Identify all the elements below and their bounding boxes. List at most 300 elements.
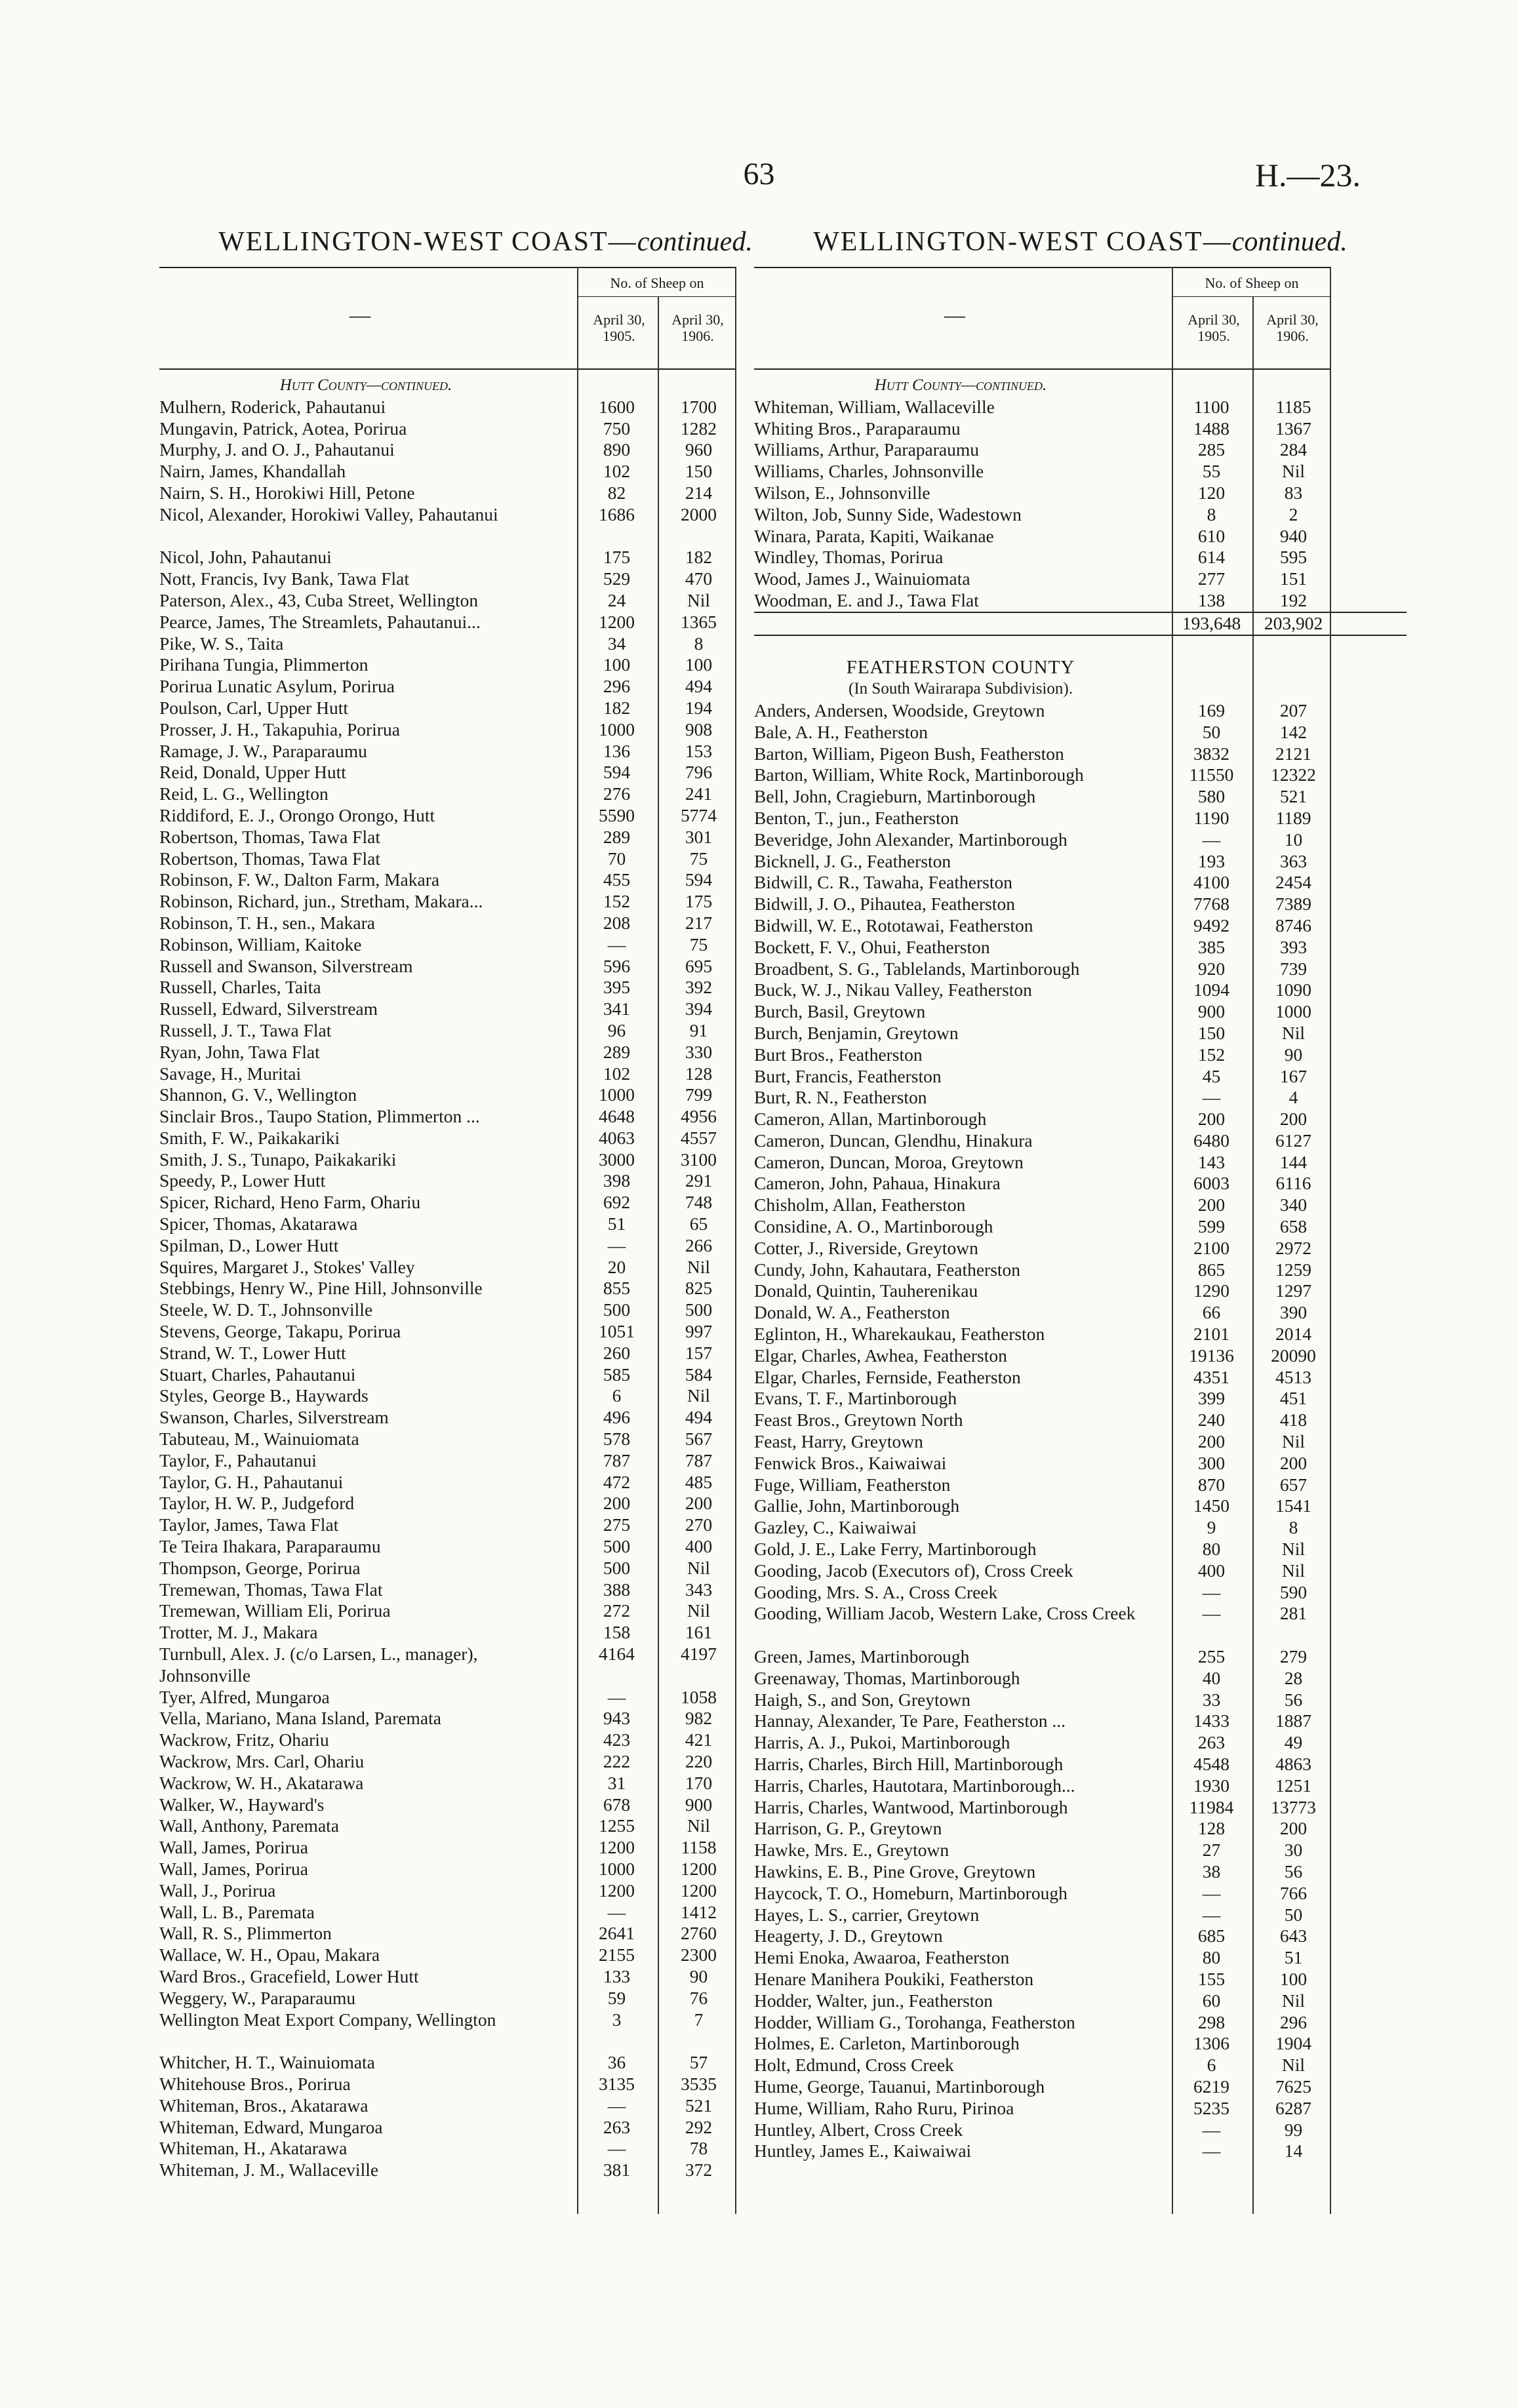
sheep-1906: Nil	[1281, 1431, 1306, 1452]
section-heading: Hutt County—continued.	[874, 376, 1047, 394]
sheep-1906: 4	[1288, 1087, 1298, 1108]
table-row	[159, 1729, 812, 1751]
sheep-1906: 153	[685, 740, 713, 761]
owner-name: Russell and Swanson, Silverstream	[159, 955, 413, 976]
owner-name: Benton, T., jun., Featherston	[754, 807, 959, 828]
owner-name: Chisholm, Allan, Featherston	[754, 1194, 966, 1215]
sheep-1906: 241	[685, 783, 713, 804]
sheep-1905: —	[607, 2095, 626, 2116]
owner-name: Anders, Andersen, Woodside, Greytown	[754, 700, 1045, 720]
sheep-1906: Nil	[687, 1815, 711, 1836]
sheep-1906: 500	[685, 1299, 713, 1320]
table-row	[754, 1710, 1407, 1732]
sheep-1905: —	[1202, 1087, 1221, 1108]
owner-name: Whiteman, H., Akatarawa	[159, 2138, 348, 2159]
sheep-1905: 610	[1197, 525, 1226, 546]
sheep-1905: 1290	[1193, 1280, 1229, 1301]
sheep-1905: 1200	[599, 1837, 635, 1858]
owner-name: Burt, Francis, Featherston	[754, 1065, 942, 1086]
owner-name: Tyer, Alfred, Mungaroa	[159, 1686, 330, 1707]
table-row	[159, 1794, 812, 1816]
sheep-1906: 12322	[1271, 764, 1316, 785]
table-row	[159, 461, 812, 483]
owner-name: Wall, Anthony, Paremata	[159, 1815, 339, 1836]
sheep-1905: 33	[1202, 1689, 1221, 1710]
owner-name: Te Teira Ihakara, Paraparaumu	[159, 1536, 381, 1557]
table-row	[159, 1988, 812, 2009]
sheep-1905: 3832	[1193, 743, 1229, 764]
sheep-1905: 3135	[599, 2073, 635, 2094]
sheep-1905: 51	[607, 1214, 626, 1234]
sheep-1905: 200	[1197, 1431, 1226, 1452]
table-row	[754, 1238, 1407, 1259]
sheep-1906: 214	[685, 482, 713, 503]
sheep-1905: 5590	[599, 804, 635, 825]
owner-name: Harris, Charles, Birch Hill, Martinborough	[754, 1754, 1064, 1774]
sheep-1905: 1100	[1193, 396, 1229, 417]
sheep-1906: 1090	[1275, 979, 1311, 1000]
table-row	[754, 568, 1407, 590]
sheep-1905: 298	[1197, 2011, 1226, 2032]
sheep-1905: 102	[603, 461, 631, 482]
table-row	[159, 741, 812, 762]
sheep-1906: 220	[685, 1751, 713, 1771]
sheep-1906: 1367	[1275, 418, 1311, 439]
sheep-1906: 418	[1279, 1410, 1308, 1431]
total-1905: 193,648	[1182, 612, 1241, 633]
owner-name: Buck, W. J., Nikau Valley, Featherston	[754, 979, 1032, 1000]
sheep-1905: 4164	[599, 1644, 635, 1665]
sheep-1905: 200	[1197, 1194, 1226, 1215]
sheep-1906: 13773	[1271, 1796, 1316, 1817]
table-row	[159, 1944, 812, 1966]
table-row	[754, 1259, 1407, 1281]
table-row	[754, 915, 1407, 937]
owner-name: Savage, H., Muritai	[159, 1063, 302, 1084]
owner-name: Shannon, G. V., Wellington	[159, 1084, 357, 1105]
sheep-1906: 200	[1279, 1109, 1308, 1130]
sheep-1906: 51	[1284, 1947, 1303, 1968]
table-row	[159, 1214, 812, 1235]
sheep-1905: 4100	[1193, 872, 1229, 893]
owner-name: Bockett, F. V., Ohui, Featherston	[754, 936, 990, 957]
table-row	[754, 590, 1407, 612]
owner-name: Tabuteau, M., Wainuiomata	[159, 1429, 359, 1450]
table-row	[754, 1754, 1407, 1775]
owner-name: Bell, John, Cragieburn, Martinborough	[754, 786, 1036, 807]
sheep-1906: 392	[685, 977, 713, 998]
sheep-1905: 9492	[1193, 915, 1229, 936]
sheep-1906: 900	[685, 1794, 713, 1815]
featherston-subdivision-note: (In South Wairarapa Subdivision).	[849, 680, 1073, 698]
sheep-1905: 1000	[599, 719, 635, 740]
sheep-1906: Nil	[1281, 1022, 1306, 1043]
sheep-1906: 960	[685, 439, 713, 460]
sheep-table-left	[159, 267, 812, 2226]
sheep-1906: 787	[685, 1450, 713, 1470]
sheep-1906: 590	[1279, 1581, 1308, 1602]
sheep-1906: 340	[1279, 1194, 1308, 1215]
owner-name: Squires, Margaret J., Stokes' Valley	[159, 1256, 415, 1277]
sheep-1905: 6219	[1193, 2076, 1229, 2097]
sheep-1906: 296	[1279, 2011, 1308, 2032]
owner-name: Turnbull, Alex. J. (c/o Larsen, L., manager), Johnsonville	[159, 1644, 478, 1686]
sheep-1906: 161	[685, 1622, 713, 1643]
owner-name: Cameron, Allan, Martinborough	[754, 1109, 987, 1130]
sheep-1905: 36	[607, 2052, 626, 2073]
table-row	[754, 1066, 1407, 1088]
document-series-code: H.—23.	[1254, 157, 1361, 193]
sheep-1905: 1255	[599, 1815, 635, 1836]
sheep-1905: 133	[603, 1965, 631, 1986]
sheep-1906: 49	[1284, 1732, 1303, 1753]
sheep-1906: 56	[1284, 1689, 1303, 1710]
table-row	[159, 869, 812, 891]
sheep-1906: Nil	[687, 1600, 711, 1621]
owner-name: Eglinton, H., Wharekaukau, Featherston	[754, 1324, 1045, 1345]
owner-name: Whiteman, J. M., Wallaceville	[159, 2160, 379, 2181]
table-row	[159, 1558, 812, 1579]
sheep-1905: 4063	[599, 1127, 635, 1148]
owner-name: Wall, J., Porirua	[159, 1880, 276, 1901]
owner-name: Holt, Edmund, Cross Creek	[754, 2055, 954, 2076]
sheep-1905: 6480	[1193, 1130, 1229, 1151]
county-total-row	[754, 612, 1407, 636]
sheep-1905: 80	[1202, 1539, 1221, 1560]
sheep-1906: 14	[1284, 2141, 1303, 2161]
owner-name: Smith, J. S., Tunapo, Paikakariki	[159, 1149, 397, 1170]
owner-name: Hawkins, E. B., Pine Grove, Greytown	[754, 1861, 1036, 1882]
table-row	[754, 504, 1407, 526]
table-row	[159, 2009, 812, 2053]
owner-name: Russell, Charles, Taita	[159, 977, 321, 998]
sheep-1906: 594	[685, 869, 713, 890]
table-row	[159, 1149, 812, 1171]
sheep-1905: 2100	[1193, 1237, 1229, 1258]
table-row	[754, 1023, 1407, 1044]
table-row	[754, 2033, 1407, 2055]
owner-name: Taylor, James, Tawa Flat	[159, 1514, 339, 1535]
owner-name: Burch, Benjamin, Greytown	[754, 1022, 959, 1043]
owner-name: Broadbent, S. G., Tablelands, Martinborough	[754, 958, 1080, 979]
sheep-1906: 207	[1279, 700, 1308, 720]
table-row	[159, 977, 812, 998]
sheep-1905: 9	[1207, 1517, 1216, 1538]
sheep-1906: 175	[685, 891, 713, 912]
owner-name: Cameron, John, Pahaua, Hinakura	[754, 1173, 1001, 1194]
owner-name: Mungavin, Patrick, Aotea, Porirua	[159, 418, 407, 439]
sheep-1905: —	[1202, 1882, 1221, 1903]
sheep-1906: 657	[1279, 1474, 1308, 1495]
sheep-1905: 943	[603, 1708, 631, 1729]
sheep-1906: 2972	[1275, 1237, 1311, 1258]
owner-name: Nairn, S. H., Horokiwi Hill, Petone	[159, 482, 415, 503]
owner-name: Nicol, John, Pahautanui	[159, 547, 332, 568]
table-row	[159, 1192, 812, 1214]
sheep-1906: 100	[685, 654, 713, 675]
table-row	[159, 654, 812, 676]
sheep-1905: 136	[603, 740, 631, 761]
sheep-1905: 102	[603, 1063, 631, 1084]
sheep-1905: 692	[603, 1192, 631, 1213]
sheep-1906: 372	[685, 2160, 713, 2181]
table-row	[159, 568, 812, 590]
sheep-1906: 595	[1279, 547, 1308, 568]
owner-name: Paterson, Alex., 43, Cuba Street, Wellington	[159, 589, 479, 610]
sheep-1905: 59	[607, 1987, 626, 2008]
table-row	[754, 1173, 1407, 1194]
table-row	[754, 2098, 1407, 2120]
table-row	[159, 633, 812, 655]
sheep-1905: 6	[612, 1385, 622, 1406]
table-row	[159, 891, 812, 913]
sheep-1906: 7	[694, 2009, 704, 2030]
table-row	[159, 1687, 812, 1708]
sheep-1906: 4557	[681, 1127, 717, 1148]
sheep-1905: 80	[1202, 1947, 1221, 1968]
owner-name: Williams, Arthur, Paraparaumu	[754, 439, 979, 460]
owner-name: Gold, J. E., Lake Ferry, Martinborough	[754, 1539, 1037, 1560]
sheep-1905: 388	[603, 1579, 631, 1600]
table-row	[754, 1582, 1407, 1604]
owner-name: Beveridge, John Alexander, Martinborough	[754, 829, 1068, 850]
owner-name: Hannay, Alexander, Te Pare, Featherston ...	[754, 1710, 1066, 1731]
sheep-1905: 24	[607, 589, 626, 610]
sheep-1906: 217	[685, 912, 713, 933]
sheep-1906: 7625	[1275, 2076, 1311, 2097]
owner-name: Green, James, Martinborough	[754, 1646, 970, 1667]
table-row	[754, 1539, 1407, 1560]
sheep-1906: 1412	[681, 1901, 717, 1922]
sheep-1906: 393	[1279, 936, 1308, 957]
table-row	[754, 979, 1407, 1001]
owner-name: Wall, R. S., Plimmerton	[159, 1923, 332, 1944]
owner-name: Gallie, John, Martinborough	[754, 1495, 960, 1516]
table-row	[754, 1367, 1407, 1389]
owner-name: Wackrow, Mrs. Carl, Ohariu	[159, 1751, 365, 1771]
sheep-1905: 678	[603, 1794, 631, 1815]
owner-name: Huntley, James E., Kaiwaiwai	[754, 2141, 972, 2161]
table-row	[159, 1859, 812, 1880]
owner-name: Elgar, Charles, Awhea, Featherston	[754, 1345, 1007, 1366]
table-row	[754, 1087, 1407, 1109]
owner-name: Bale, A. H., Featherston	[754, 721, 929, 742]
sheep-1905: 96	[607, 1019, 626, 1040]
table-row	[754, 1646, 1407, 1668]
table-row	[159, 848, 812, 870]
sheep-1906: Nil	[687, 1385, 711, 1406]
sheep-1906: 291	[685, 1170, 713, 1191]
owner-name: Burt, R. N., Featherston	[754, 1087, 927, 1108]
sheep-1906: 1541	[1275, 1495, 1311, 1516]
table-row	[159, 1751, 812, 1773]
sheep-1906: 4197	[681, 1644, 717, 1665]
sheep-1905: 7768	[1193, 894, 1229, 915]
sheep-1906: 796	[685, 762, 713, 783]
sheep-1906: 400	[685, 1536, 713, 1557]
owner-name: Heagerty, J. D., Greytown	[754, 1925, 943, 1946]
sheep-1905: 500	[603, 1557, 631, 1578]
featherston-county-heading: FEATHERSTON COUNTY	[846, 657, 1075, 679]
owner-name: Russell, J. T., Tawa Flat	[159, 1019, 332, 1040]
owner-name: Robinson, F. W., Dalton Farm, Makara	[159, 869, 440, 890]
table-row	[159, 547, 812, 568]
table-row	[754, 764, 1407, 786]
table-row	[754, 1044, 1407, 1066]
table-row	[754, 1324, 1407, 1345]
sheep-1905: 4648	[599, 1106, 635, 1127]
sheep-1905: —	[607, 1901, 626, 1922]
table-row	[159, 1773, 812, 1794]
table-row	[159, 805, 812, 827]
sheep-1906: 128	[685, 1063, 713, 1084]
owner-name: Spicer, Thomas, Akatarawa	[159, 1214, 358, 1234]
sheep-1905: 175	[603, 547, 631, 568]
sheep-1905: 289	[603, 1041, 631, 1062]
sheep-1905: 255	[1197, 1646, 1226, 1667]
table-row	[159, 1536, 812, 1558]
table-row	[754, 418, 1407, 440]
sheep-1906: 192	[1279, 589, 1308, 610]
table-row	[754, 808, 1407, 829]
owner-name: Wackrow, W. H., Akatarawa	[159, 1772, 364, 1793]
table-row	[754, 1969, 1407, 1990]
left-column	[159, 226, 812, 2226]
sheep-1906: 1200	[681, 1858, 717, 1879]
owner-name: Gooding, Jacob (Executors of), Cross Creek	[754, 1560, 1073, 1581]
sheep-1906: 10	[1284, 829, 1303, 850]
sheep-1906: 8746	[1275, 915, 1311, 936]
owner-name: Whitcher, H. T., Wainuiomata	[159, 2052, 375, 2073]
sheep-1906: Nil	[1281, 1990, 1306, 2011]
owner-name: Mulhern, Roderick, Pahautanui	[159, 396, 386, 417]
sheep-1905: 60	[1202, 1990, 1221, 2011]
sheep-1905: 6	[1207, 2055, 1216, 2076]
owner-name: Huntley, Albert, Cross Creek	[754, 2119, 963, 2140]
owner-name: Speedy, P., Lower Hutt	[159, 1170, 326, 1191]
owner-name: Hawke, Mrs. E., Greytown	[754, 1840, 949, 1861]
table-row	[159, 418, 812, 440]
table-row	[159, 676, 812, 698]
sheep-1905: 277	[1197, 568, 1226, 589]
sheep-1906: 1058	[681, 1686, 717, 1707]
sheep-1906: 521	[685, 2095, 713, 2116]
sheep-1905: 143	[1197, 1151, 1226, 1172]
table-row	[159, 1600, 812, 1622]
table-row	[754, 2120, 1407, 2141]
table-row	[159, 1880, 812, 1902]
sheep-1905: 1306	[1193, 2033, 1229, 2054]
owner-name: Sinclair Bros., Taupo Station, Plimmerton ...	[159, 1106, 480, 1127]
table-row	[754, 1925, 1407, 1947]
header-sheep-count: No. of Sheep on	[1205, 275, 1299, 291]
sheep-1906: 170	[685, 1772, 713, 1793]
sheep-1905: 275	[603, 1514, 631, 1535]
owner-name: Walker, W., Hayward's	[159, 1794, 325, 1815]
sheep-1905: 1051	[599, 1321, 635, 1342]
table-row	[159, 1321, 812, 1343]
owner-name: Pearce, James, The Streamlets, Pahautanui...	[159, 611, 481, 632]
sheep-1905: 395	[603, 977, 631, 998]
sheep-1905: 1686	[599, 503, 635, 524]
sheep-1906: 90	[689, 1965, 708, 1986]
table-row	[754, 526, 1407, 547]
owner-name: Wall, James, Porirua	[159, 1837, 308, 1858]
sheep-1905: 381	[603, 2160, 631, 2181]
owner-name: Reid, Donald, Upper Hutt	[159, 762, 346, 783]
owner-name: Hume, George, Tauanui, Martinborough	[754, 2076, 1045, 2097]
sheep-1906: 7389	[1275, 894, 1311, 915]
sheep-1905: —	[607, 1234, 626, 1255]
sheep-1906: 766	[1279, 1882, 1308, 1903]
sheep-1905: 152	[1197, 1044, 1226, 1065]
sheep-1906: 908	[685, 719, 713, 740]
sheep-1905: 1200	[599, 1880, 635, 1901]
sheep-1905: 240	[1197, 1410, 1226, 1431]
owner-name: Burt Bros., Featherston	[754, 1044, 923, 1065]
sheep-1905: 82	[607, 482, 626, 503]
owner-name: Harris, A. J., Pukoi, Martinborough	[754, 1732, 1010, 1753]
owner-name: Ryan, John, Tawa Flat	[159, 1041, 320, 1062]
sheep-1906: 2760	[681, 1923, 717, 1944]
sheep-1905: 594	[603, 762, 631, 783]
sheep-1906: 292	[685, 2116, 713, 2137]
sheep-1906: 1904	[1275, 2033, 1311, 2054]
sheep-1906: Nil	[1281, 1539, 1306, 1560]
sheep-1906: 3100	[681, 1149, 717, 1170]
owner-name: Porirua Lunatic Asylum, Porirua	[159, 676, 395, 697]
sheep-1905: —	[607, 2138, 626, 2159]
sheep-1905: 20	[607, 1256, 626, 1277]
sheep-1906: 390	[1279, 1302, 1308, 1323]
sheep-1905: 138	[1197, 589, 1226, 610]
table-row	[159, 590, 812, 612]
table-row	[159, 1579, 812, 1601]
table-row	[754, 1668, 1407, 1689]
sheep-1905: 152	[603, 891, 631, 912]
sheep-1906: 279	[1279, 1646, 1308, 1667]
column-title: WELLINGTON-WEST COAST—continued.	[813, 227, 1348, 257]
sheep-1906: 330	[685, 1041, 713, 1062]
sheep-1906: 182	[685, 547, 713, 568]
sheep-1906: 20090	[1271, 1345, 1316, 1366]
table-row	[159, 1063, 812, 1085]
sheep-1905: 500	[603, 1299, 631, 1320]
owner-name: Reid, L. G., Wellington	[159, 783, 329, 804]
sheep-1906: 8	[694, 633, 704, 654]
owner-name: Donald, W. A., Featherston	[754, 1302, 950, 1323]
table-row	[159, 1815, 812, 1837]
table-row	[754, 1109, 1407, 1130]
sheep-1906: 76	[689, 1987, 708, 2008]
table-row	[159, 2138, 812, 2160]
sheep-1906: 281	[1279, 1603, 1308, 1624]
header-april-1906: April 30, 1906.	[671, 311, 724, 344]
table-row	[159, 934, 812, 956]
owner-name: Wall, James, Porirua	[159, 1858, 308, 1879]
table-row	[754, 743, 1407, 765]
table-row	[159, 783, 812, 805]
sheep-1905: —	[1202, 2141, 1221, 2161]
table-row	[754, 439, 1407, 461]
sheep-1906: 6287	[1275, 2097, 1311, 2118]
sheep-1906: 5774	[681, 804, 717, 825]
sheep-1905: 19136	[1189, 1345, 1234, 1366]
table-row	[159, 504, 812, 547]
owner-name: Whiteman, Bros., Akatarawa	[159, 2095, 369, 2116]
table-row	[754, 958, 1407, 980]
sheep-1905: 66	[1202, 1302, 1221, 1323]
